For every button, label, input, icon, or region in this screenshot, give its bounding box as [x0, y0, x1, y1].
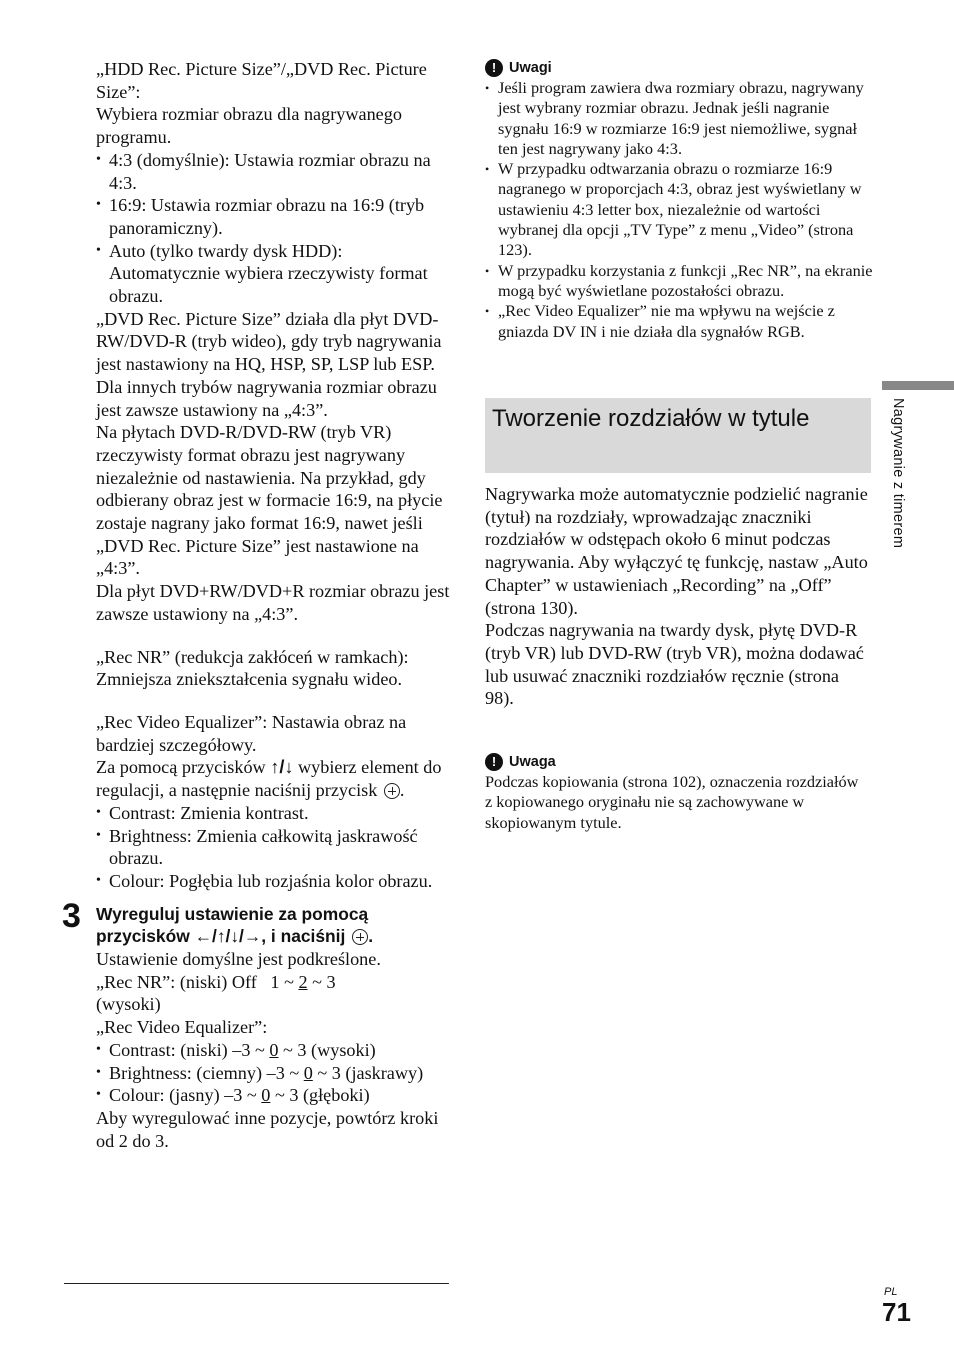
paragraph: „Rec Video Equalizer”: Nastawia obraz na bardziej szczegółowy. [96, 711, 407, 755]
side-tab-text: Nagrywanie z timerem [890, 398, 906, 549]
enter-button-icon [384, 783, 400, 799]
divider [64, 1283, 449, 1284]
paragraph: (wysoki) [96, 994, 161, 1015]
paragraph: Nagrywarka może automatycznie podzielić nagranie (tytuł) na rozdziały, wprowadzając znaczniki rozdziałów w odstępach około 6 minut podczas nagrywania. Aby wyłączyć tę funkcję, nastaw „Auto Chapter” w ustawieniach „Recording” na „Off” (strona 130). [485, 484, 868, 618]
default-value: 0 [269, 1039, 279, 1060]
paragraph: „HDD Rec. Picture Size”/„DVD Rec. Picture Size”: [96, 59, 427, 102]
default-value: 0 [261, 1085, 271, 1106]
text-span: . [368, 926, 374, 947]
bullet-item: • 16:9: Ustawia rozmiar obrazu na 16:9 (tryb panoramiczny). [96, 194, 452, 239]
note-block [485, 752, 869, 833]
note-icon: ! [485, 59, 503, 77]
text-span: „Rec NR”: (niski) Off 1 ~ [96, 971, 299, 992]
default-value: 2 [298, 971, 308, 992]
notes-list [485, 78, 875, 342]
text-span: ~ 3 [307, 971, 336, 992]
text-span: Colour: (jasny) –3 ~ [109, 1085, 262, 1106]
bullet-item [96, 1084, 452, 1107]
bullet-item: • Brightness: Zmienia całkowitą jaskrawość obrazu. [96, 825, 452, 870]
section-body [485, 483, 869, 710]
enter-button-icon [352, 929, 368, 945]
text-span: ~ 3 (wysoki) [278, 1039, 376, 1060]
paragraph: „DVD Rec. Picture Size” działa dla płyt DVD-RW/DVD-R (tryb wideo), gdy tryb nagrywania jest nastawiony na HQ, HSP, SP, LSP lub ESP. Dla innych trybów nagrywania rozmiar obrazu jest zawsze ustawiony na „4:3”. [96, 308, 442, 420]
note-heading [485, 752, 869, 772]
bullet-item: • Auto (tylko twardy dysk HDD): Automatycznie wybiera rzeczywisty format obrazu. [96, 240, 452, 308]
note-icon: ! [485, 753, 503, 771]
notes-block [485, 58, 875, 342]
language-code: PL [884, 1286, 898, 1298]
text-span: ~ 3 (głęboki) [270, 1085, 370, 1106]
step-3 [62, 896, 452, 1153]
text-span: ~ 3 (jaskrawy) [312, 1062, 424, 1083]
arrow-buttons-icon: ←/↑/↓/→ [194, 926, 262, 947]
page-number: 71 [882, 1297, 911, 1327]
bullet-item: • Colour: Pogłębia lub rozjaśnia kolor obrazu. [96, 870, 452, 893]
note-item: • W przypadku korzystania z funkcji „Rec NR”, na ekranie mogą być wyświetlane pozostałości obrazu. [485, 261, 875, 302]
paragraph: Na płytach DVD-R/DVD-RW (tryb VR) rzeczywisty format obrazu jest nagrywany niezależnie od nastawienia. Na przykład, gdy odbierany obraz jest w formacie 16:9, na płycie zostaje nagrany jako format 16:9, nawet jeśli „DVD Rec. Picture Size” jest nastawione na „4:3”. [96, 422, 443, 579]
paragraph [96, 756, 452, 801]
step-number: 3 [62, 896, 81, 935]
side-tab-marker [882, 381, 954, 390]
notes-heading-label: Uwagi [509, 60, 552, 76]
paragraph: „Rec Video Equalizer”: [96, 1017, 268, 1038]
note-item: • W przypadku odtwarzania obrazu o rozmiarze 16:9 nagranego w proporcjach 4:3, obraz jest wyświetlany w ustawieniu 4:3 letter box, niezależnie od wartości wybranej dla opcji „TV Type” z menu „Video” (strona 123). [485, 159, 875, 260]
note-heading-label: Uwaga [509, 754, 556, 770]
notes-heading [485, 58, 875, 78]
paragraph: Dla płyt DVD+RW/DVD+R rozmiar obrazu jest zawsze ustawiony na „4:3”. [96, 581, 450, 624]
text-span: wybierz element do regulacji, a następnie naciśnij przycisk [96, 757, 442, 801]
side-tab-label [882, 398, 906, 618]
default-value: 0 [303, 1062, 313, 1083]
section-title: Tworzenie rozdziałów w tytule [492, 405, 810, 432]
up-down-arrows-icon: ↑/↓ [270, 757, 294, 778]
note-item: • „Rec Video Equalizer” nie ma wpływu na wejście z gniazda DV IN i nie działa dla sygnałów RGB. [485, 301, 875, 342]
paragraph: Wybiera rozmiar obrazu dla nagrywanego programu. [96, 104, 402, 148]
step-title [96, 903, 452, 948]
bullet-item [96, 1039, 452, 1062]
bullet-item [96, 1062, 452, 1085]
bullet-item: • 4:3 (domyślnie): Ustawia rozmiar obrazu na 4:3. [96, 149, 452, 194]
text-span: , i naciśnij [261, 926, 351, 947]
text-span: Wyreguluj ustawienie za pomocą przycisków [96, 903, 369, 947]
bullet-item: • Contrast: Zmienia kontrast. [96, 802, 452, 825]
paragraph: Ustawienie domyślne jest podkreślone. [96, 949, 381, 970]
note-text: Podczas kopiowania (strona 102), oznaczenia rozdziałów z kopiowanego oryginału nie są zachowywane w skopiowanym tytule. [485, 772, 859, 832]
note-item: • Jeśli program zawiera dwa rozmiary obrazu, nagrywany jest wybrany rozmiar obrazu. Jednak jeśli nagranie sygnału 16:9 w rozmiarze 16:9 jest niemożliwe, sygnał ten jest nagrywany jako 4:3. [485, 78, 875, 159]
text-span: Contrast: (niski) –3 ~ [109, 1039, 270, 1060]
paragraph: Podczas nagrywania na twardy dysk, płytę DVD-R (tryb VR) lub DVD-RW (tryb VR), można dodawać lub usuwać znaczniki rozdziałów ręcznie (strona 98). [485, 620, 864, 709]
paragraph: „Rec NR” (redukcja zakłóceń w ramkach): Zmniejsza zniekształcenia sygnału wideo. [96, 646, 409, 690]
left-column [62, 58, 452, 1152]
paragraph: Aby wyregulować inne pozycje, powtórz kroki od 2 do 3. [96, 1107, 439, 1151]
text-span: Brightness: (ciemny) –3 ~ [109, 1062, 304, 1083]
paragraph [96, 971, 452, 994]
text-span: . [399, 780, 405, 801]
text-span: Za pomocą przycisków [96, 757, 271, 778]
